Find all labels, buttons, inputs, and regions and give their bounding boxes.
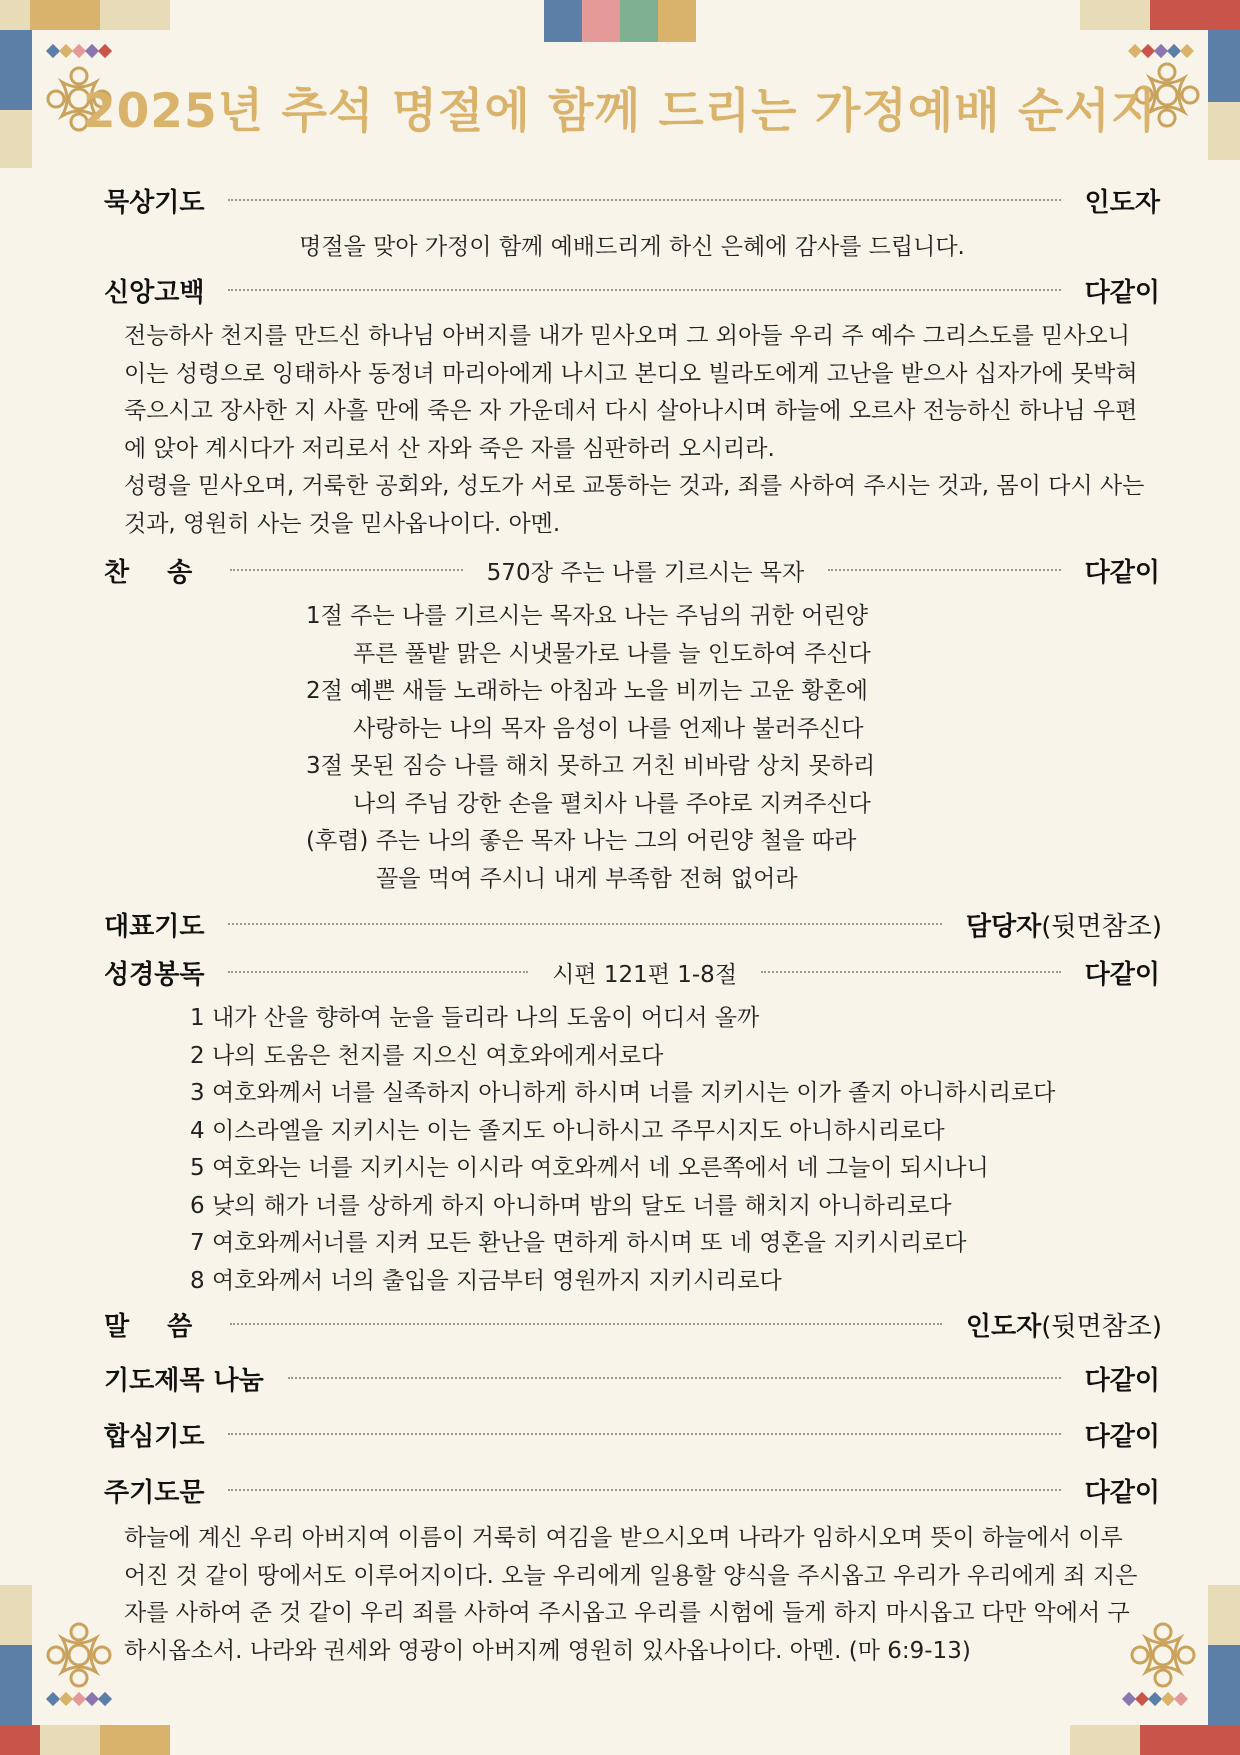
section-muksang [104,182,1160,218]
creed-line: 죽으시고 장사한 지 사흘 만에 죽은 자 가운데서 다시 살아나시며 하늘에 오르사 전능하신 하나님 우편 [124,398,1138,424]
dotted-leader [228,923,941,925]
section-role: 다같이 [1084,557,1161,588]
section-label: 성경봉독 [104,959,205,990]
bible-verse: 4 이스라엘을 지키시는 이는 졸지도 아니하시고 주무시지도 아니하시리로다 [190,1117,945,1144]
hymn-title: 570장 주는 나를 기르시는 목자 [486,559,805,586]
section-label: 찬송 [104,557,231,588]
section-role: 인도자 [1084,187,1160,218]
creed-line: 것과, 영원히 사는 것을 믿사옵나이다. 아멘. [124,510,561,537]
hymn-line: 1절 주는 나를 기르시는 목자요 나는 주님의 귀한 어린양 [306,603,868,629]
section-bible [104,954,1160,990]
creed-text [124,318,1144,543]
bible-verse: 6 낮의 해가 너를 상하게 하지 아니하며 밤의 달도 너를 해치지 아니하리로다 [190,1192,952,1219]
section-label: 기도제목 나눔 [104,1365,264,1396]
section-lords-prayer [104,1472,1160,1508]
dotted-leader [230,569,462,571]
bible-reference: 시편 121편 1-8절 [552,961,738,988]
lords-prayer-line: 자를 사하여 준 것 같이 우리 죄를 사하여 주시옵고 우리를 시험에 들게 하지 마시옵고 다만 악에서 구 [124,1600,1130,1626]
section-role: 다같이 [1084,1421,1160,1452]
lords-prayer-line: 어진 것 같이 땅에서도 이루어지이다. 오늘 우리에게 일용할 양식을 주시옵고 우리가 우리에게 죄 지은 [124,1562,1138,1589]
bible-verses [190,1000,1055,1300]
dotted-leader [228,199,1060,201]
lords-prayer-line: 하시옵소서. 나라와 권세와 영광이 아버지께 영원히 있사옵나이다. 아멘. (마 6:9-13) [124,1637,971,1664]
section-label: 신앙고백 [104,277,205,308]
bible-verse: 1 내가 산을 향하여 눈을 들리라 나의 도움이 어디서 올까 [190,1005,760,1031]
section-label: 합심기도 [104,1421,205,1452]
section-role: 다같이 [1084,277,1160,308]
bible-verse: 2 나의 도움은 천지를 지으신 여호와에게서로다 [190,1042,664,1069]
lords-prayer-line: 하늘에 계신 우리 아버지여 이름이 거룩히 여김을 받으시오며 나라가 임하시오며 뜻이 하늘에서 이루 [124,1525,1123,1551]
creed-line: 에 앉아 계시다가 저리로서 산 자와 죽은 자를 심판하러 오시리라. [124,435,775,462]
dotted-leader [228,1489,1060,1491]
diamond-dots-bottom-right [1124,1694,1186,1704]
creed-line: 이는 성령으로 잉태하사 동정녀 마리아에게 나시고 본디오 빌라도에게 고난을 받으사 십자가에 못박혀 [124,360,1138,387]
dotted-leader [228,1433,1060,1435]
bible-verse: 8 여호와께서 너의 출입을 지금부터 영원까지 지키시리로다 [190,1267,782,1294]
hymn-line: 나의 주님 강한 손을 펼치사 나를 주야로 지켜주신다 [353,790,871,817]
diamond-dots-bottom-left [48,1694,110,1704]
section-share [104,1360,1160,1396]
bible-verse: 7 여호와께서너를 지켜 모든 환난을 면하게 하시며 또 네 영혼을 지키시리로다 [190,1230,967,1256]
ornament-bottom-left-icon [42,1618,116,1692]
muksang-text: 명절을 맞아 가정이 함께 예배드리게 하신 은혜에 감사를 드립니다. [299,234,965,260]
section-label: 말씀 [104,1311,231,1342]
diamond-dots-top-left [48,46,110,56]
section-sermon [104,1306,1162,1342]
dotted-leader [761,971,1061,973]
section-together [104,1416,1160,1452]
creed-line: 성령을 믿사오며, 거룩한 공회와, 성도가 서로 교통하는 것과, 죄를 사하여 주시는 것과, 몸이 다시 사는 [124,473,1145,499]
section-label: 대표기도 [104,911,205,942]
bible-verse: 5 여호와는 너를 지키시는 이시라 여호와께서 네 오른쪽에서 네 그늘이 되시나니 [190,1155,989,1181]
hymn-line: 꼴을 먹여 주시니 내게 부족함 전혀 없어라 [376,865,798,892]
section-hymn [104,552,1160,588]
page-title: 2025년 추석 명절에 함께 드리는 가정예배 순서지 [82,84,1158,139]
section-role: 다같이 [1084,959,1161,990]
top-color-strip [544,0,696,42]
section-prayer [104,906,1162,942]
bible-verse: 3 여호와께서 너를 실족하지 아니하게 하시며 너를 지키시는 이가 졸지 아니하시리로다 [190,1080,1056,1106]
diamond-dots-top-right [1130,46,1192,56]
dotted-leader [228,971,528,973]
dotted-leader [828,569,1060,571]
dotted-leader [228,289,1060,291]
hymn-line: 3절 못된 짐승 나를 해치 못하고 거친 비바람 상치 못하리 [306,753,876,779]
section-role: 담당자(뒷면참조) [965,911,1162,942]
section-label: 묵상기도 [104,187,205,218]
hymn-line: 사랑하는 나의 목자 음성이 나를 언제나 불러주신다 [353,715,864,742]
section-role: 다같이 [1084,1477,1160,1508]
lords-prayer-text [124,1520,1137,1670]
section-role: 다같이 [1084,1365,1160,1396]
hymn-line: 푸른 풀밭 맑은 시냇물가로 나를 늘 인도하여 주신다 [353,640,871,667]
section-role: 인도자(뒷면참조) [965,1311,1162,1342]
dotted-leader [230,1323,942,1325]
section-creed [104,272,1160,308]
hymn-line: 2절 예쁜 새들 노래하는 아침과 노을 비끼는 고운 황혼에 [306,678,868,704]
hymn-line: (후렴) 주는 나의 좋은 목자 나는 그의 어린양 철을 따라 [306,828,857,854]
creed-line: 전능하사 천지를 만드신 하나님 아버지를 내가 믿사오며 그 외아들 우리 주 예수 그리스도를 믿사오니 [124,323,1130,349]
dotted-leader [288,1377,1061,1379]
section-label: 주기도문 [104,1477,205,1508]
hymn-lyrics [306,598,875,898]
